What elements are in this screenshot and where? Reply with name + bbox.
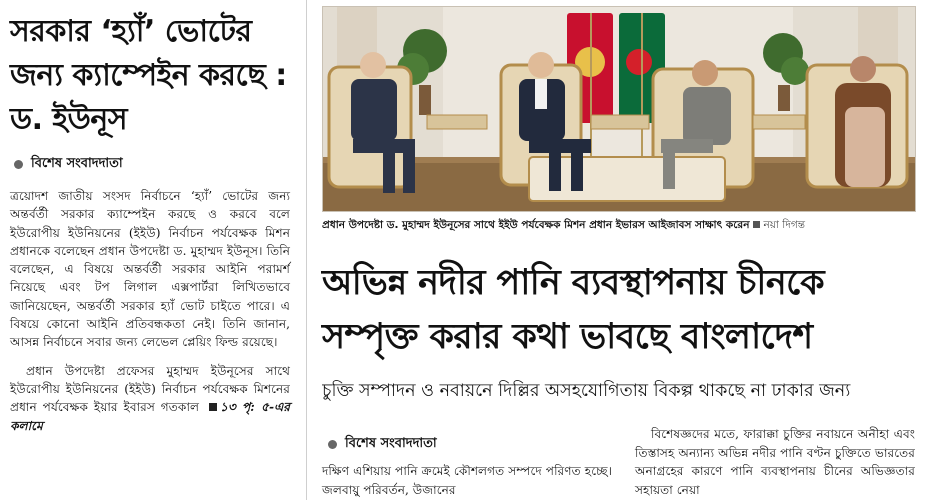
main-headline-line-2: সম্পৃক্ত করার কথা ভাবছে বাংলাদেশ [322, 317, 813, 357]
column-divider [306, 0, 307, 500]
left-story-byline-text: বিশেষ সংবাদদাতা [31, 156, 123, 171]
news-photo [322, 6, 916, 212]
photo-credit: নয়া দিগন্ত [763, 219, 805, 231]
square-bullet-icon [753, 221, 760, 228]
left-story-body [10, 187, 290, 435]
main-story-body-left: দক্ষিণ এশিয়ায় পানি ক্রমেই কৌশলগত সম্পদে পরিণত হচ্ছে। জলবায়ু পরিবর্তন, উজানের [322, 464, 612, 497]
main-headline [322, 256, 918, 364]
meeting-photo-illustration [323, 7, 915, 211]
main-headline-line-1: অভিন্ন নদীর পানি ব্যবস্থাপনায় চীনকে [322, 263, 825, 303]
continued-jump-text: ১৩ পৃ: ৫-এর কলামে [10, 400, 290, 433]
square-bullet-icon [209, 403, 217, 411]
main-story-byline [328, 434, 437, 455]
left-story-headline: সরকার ‘হ্যাঁ’ ভোটের জন্য ক্যাম্পেইন করছে : ড. ইউনূস [10, 14, 287, 137]
left-story-para-2-text: প্রধান উপদেষ্টা প্রফেসর মুহাম্মদ ইউনূসের সাথে ইউরোপীয় ইউনিয়নের (ইইউ) নির্বাচন পর্যবেক্ষক মিশনের প্রধান পর্যবেক্ষক ইয়ার ইবারস গতকাল [10, 363, 290, 415]
left-story-para-2 [10, 362, 290, 435]
left-story [0, 0, 300, 500]
left-story-para-1: ত্রয়োদশ জাতীয় সংসদ নির্বাচনে ‘হ্যাঁ’ ভোটের জন্য অন্তর্বর্তী সরকার ক্যাম্পেইন করছে ও করবে বলে ইউরোপীয় ইউনিয়নের (ইইউ) নির্বাচন পর্যবেক্ষক মিশন প্রধানকে বলেছেন প্রধান উপদেষ্টা ড. মুহাম্মদ ইউনূস। তিনি বলেছেন, এ বিষয়ে অন্তর্বর্তী সরকার আইনি পরামর্শ নিয়েছে এবং টপ লিগাল এক্সপার্টরা লিখিতভাবে জানিয়েছেন, অন্তর্বর্তী সরকার হ্যাঁ ভোট চাইতে পারে। এ বিষয়ে কোনো আইনি প্রতিবন্ধকতা নেই। তিনি জানান, আসন্ন নির্বাচনে সবার জন্য লেভেল প্লেয়িং ফিল্ড রয়েছে। [10, 189, 290, 350]
main-subheadline: চুক্তি সম্পাদন ও নবায়নে দিল্লির অসহযোগিতায় বিকল্প থাকছে না ঢাকার জন্য [322, 381, 851, 401]
main-story-body-right: বিশেষজ্ঞদের মতে, ফারাক্কা চুক্তির নবায়নে অনীহা এবং তিস্তাসহ অন্যান্য অভিন্ন নদীর পানি বণ্টন চুক্তিতে ভারতের অনাগ্রহের কারণে পানি ব্যবস্থাপনায় চীনের অভিজ্ঞতার সহায়তা নেয়া [635, 427, 915, 497]
photo-caption [322, 218, 914, 235]
photo-caption-text: প্রধান উপদেষ্টা ড. মুহাম্মদ ইউনূসের সাথে ইইউ পর্যবেক্ষক মিশন প্রধান ইভারস আইজাবস সাক্ষাৎ করেন [322, 219, 750, 231]
bullet-icon [328, 440, 337, 449]
main-story-byline-text: বিশেষ সংবাদদাতা [345, 436, 437, 451]
left-story-byline [14, 154, 300, 175]
bullet-icon [14, 160, 23, 169]
